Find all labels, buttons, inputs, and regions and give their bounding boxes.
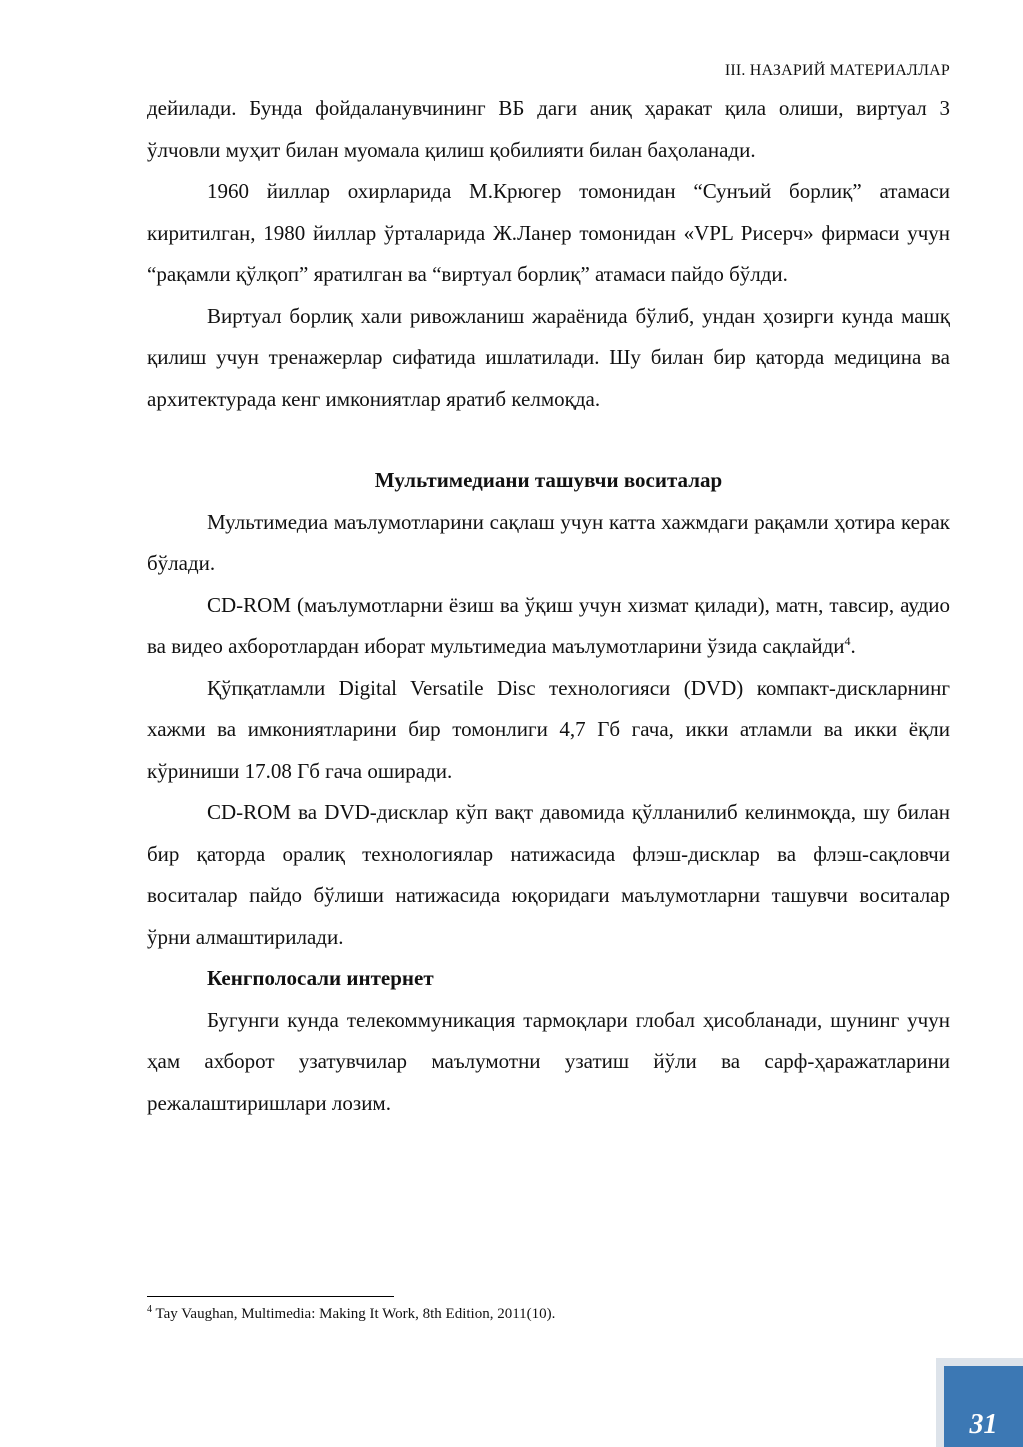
body-text [147, 88, 950, 1124]
paragraph-internet: Бугунги кунда телекоммуникация тармоқлари глобал ҳисобланади, шунинг учун ҳам ахборот узатувчилар маълумотни узатиш йўли ва сарф-ҳаражатларини режалаштиришлари лозим. [147, 1007, 950, 1115]
subheading: Кенгполосали интернет [207, 966, 434, 990]
footnote-divider [147, 1296, 394, 1297]
running-header: III. НАЗАРИЙ МАТЕРИАЛЛАР [724, 62, 950, 79]
footnote-reference[interactable]: 4 [844, 634, 851, 648]
footnote [147, 1306, 555, 1323]
paragraph-history: 1960 йиллар охирларида М.Крюгер томонидан “Сунъий борлиқ” атамаси киритилган, 1980 йиллар ўрталарида Ж.Ланер томонидан «VPL Рисерч» фирмаси учун “рақамли қўлқоп” яратилган ва “виртуал борлиқ” атамаси пайдо бўлди. [147, 179, 950, 286]
paragraph-vr-today: Виртуал борлиқ хали ривожланиш жараёнида бўлиб, ундан ҳозирги кунда машқ қилиш учун тренажерлар сифатида ишлатилади. Шу билан бир қаторда медицина ва архитектурада кенг имкониятлар яратиб келмоқда. [147, 303, 950, 411]
footnote-text: Tay Vaughan, Multimedia: Making It Work, 8th Edition, 2011(10). [155, 1306, 556, 1322]
paragraph-flash: CD-ROM ва DVD-дисклар кўп вақт давомида қўлланилиб келинмоқда, шу билан бир қаторда оралиқ технологиялар натижасида флэш-дисклар ва флэш-сақловчи воситалар пайдо бўлиши натижасида юқоридаги маълумотларни ташувчи воситалар ўрни алмаштирилади. [147, 800, 950, 949]
page-number: 31 [969, 1409, 998, 1440]
paragraph-cdrom [147, 585, 950, 668]
paragraph-dvd: Қўпқатламли Digital Versatile Disc технологияси (DVD) компакт-дискларнинг хажми ва имкониятларини бир томонлиги 4,7 Гб гача, икки атламли ва икки ёқли кўриниши 17.08 Гб гача оширади. [147, 675, 950, 783]
footnote-marker: 4 [147, 1304, 152, 1315]
paragraph-storage: Мультимедиа маълумотларини сақлаш учун катта хажмдаги рақамли ҳотира керак бўлади. [147, 509, 950, 575]
paragraph-continuation: дейилади. Бунда фойдаланувчининг ВБ даги аниқ ҳаракат қила олиши, виртуал 3 ўлчовли муҳит билан муомала қилиш қобилияти билан баҳоланади. [147, 96, 950, 162]
section-heading: Мультимедиани ташувчи воситалар [374, 468, 723, 492]
sentence-period: . [850, 634, 856, 658]
page-number-badge [944, 1366, 1023, 1447]
page-number-box [936, 1358, 1023, 1447]
paragraph-cdrom-text: CD-ROM (маълумотларни ёзиш ва ўқиш учун хизмат қилади), матн, тавсир, аудио ва видео ахборотлардан иборат мультимедиа маълумотларини ўзида сақлайди [147, 592, 950, 658]
